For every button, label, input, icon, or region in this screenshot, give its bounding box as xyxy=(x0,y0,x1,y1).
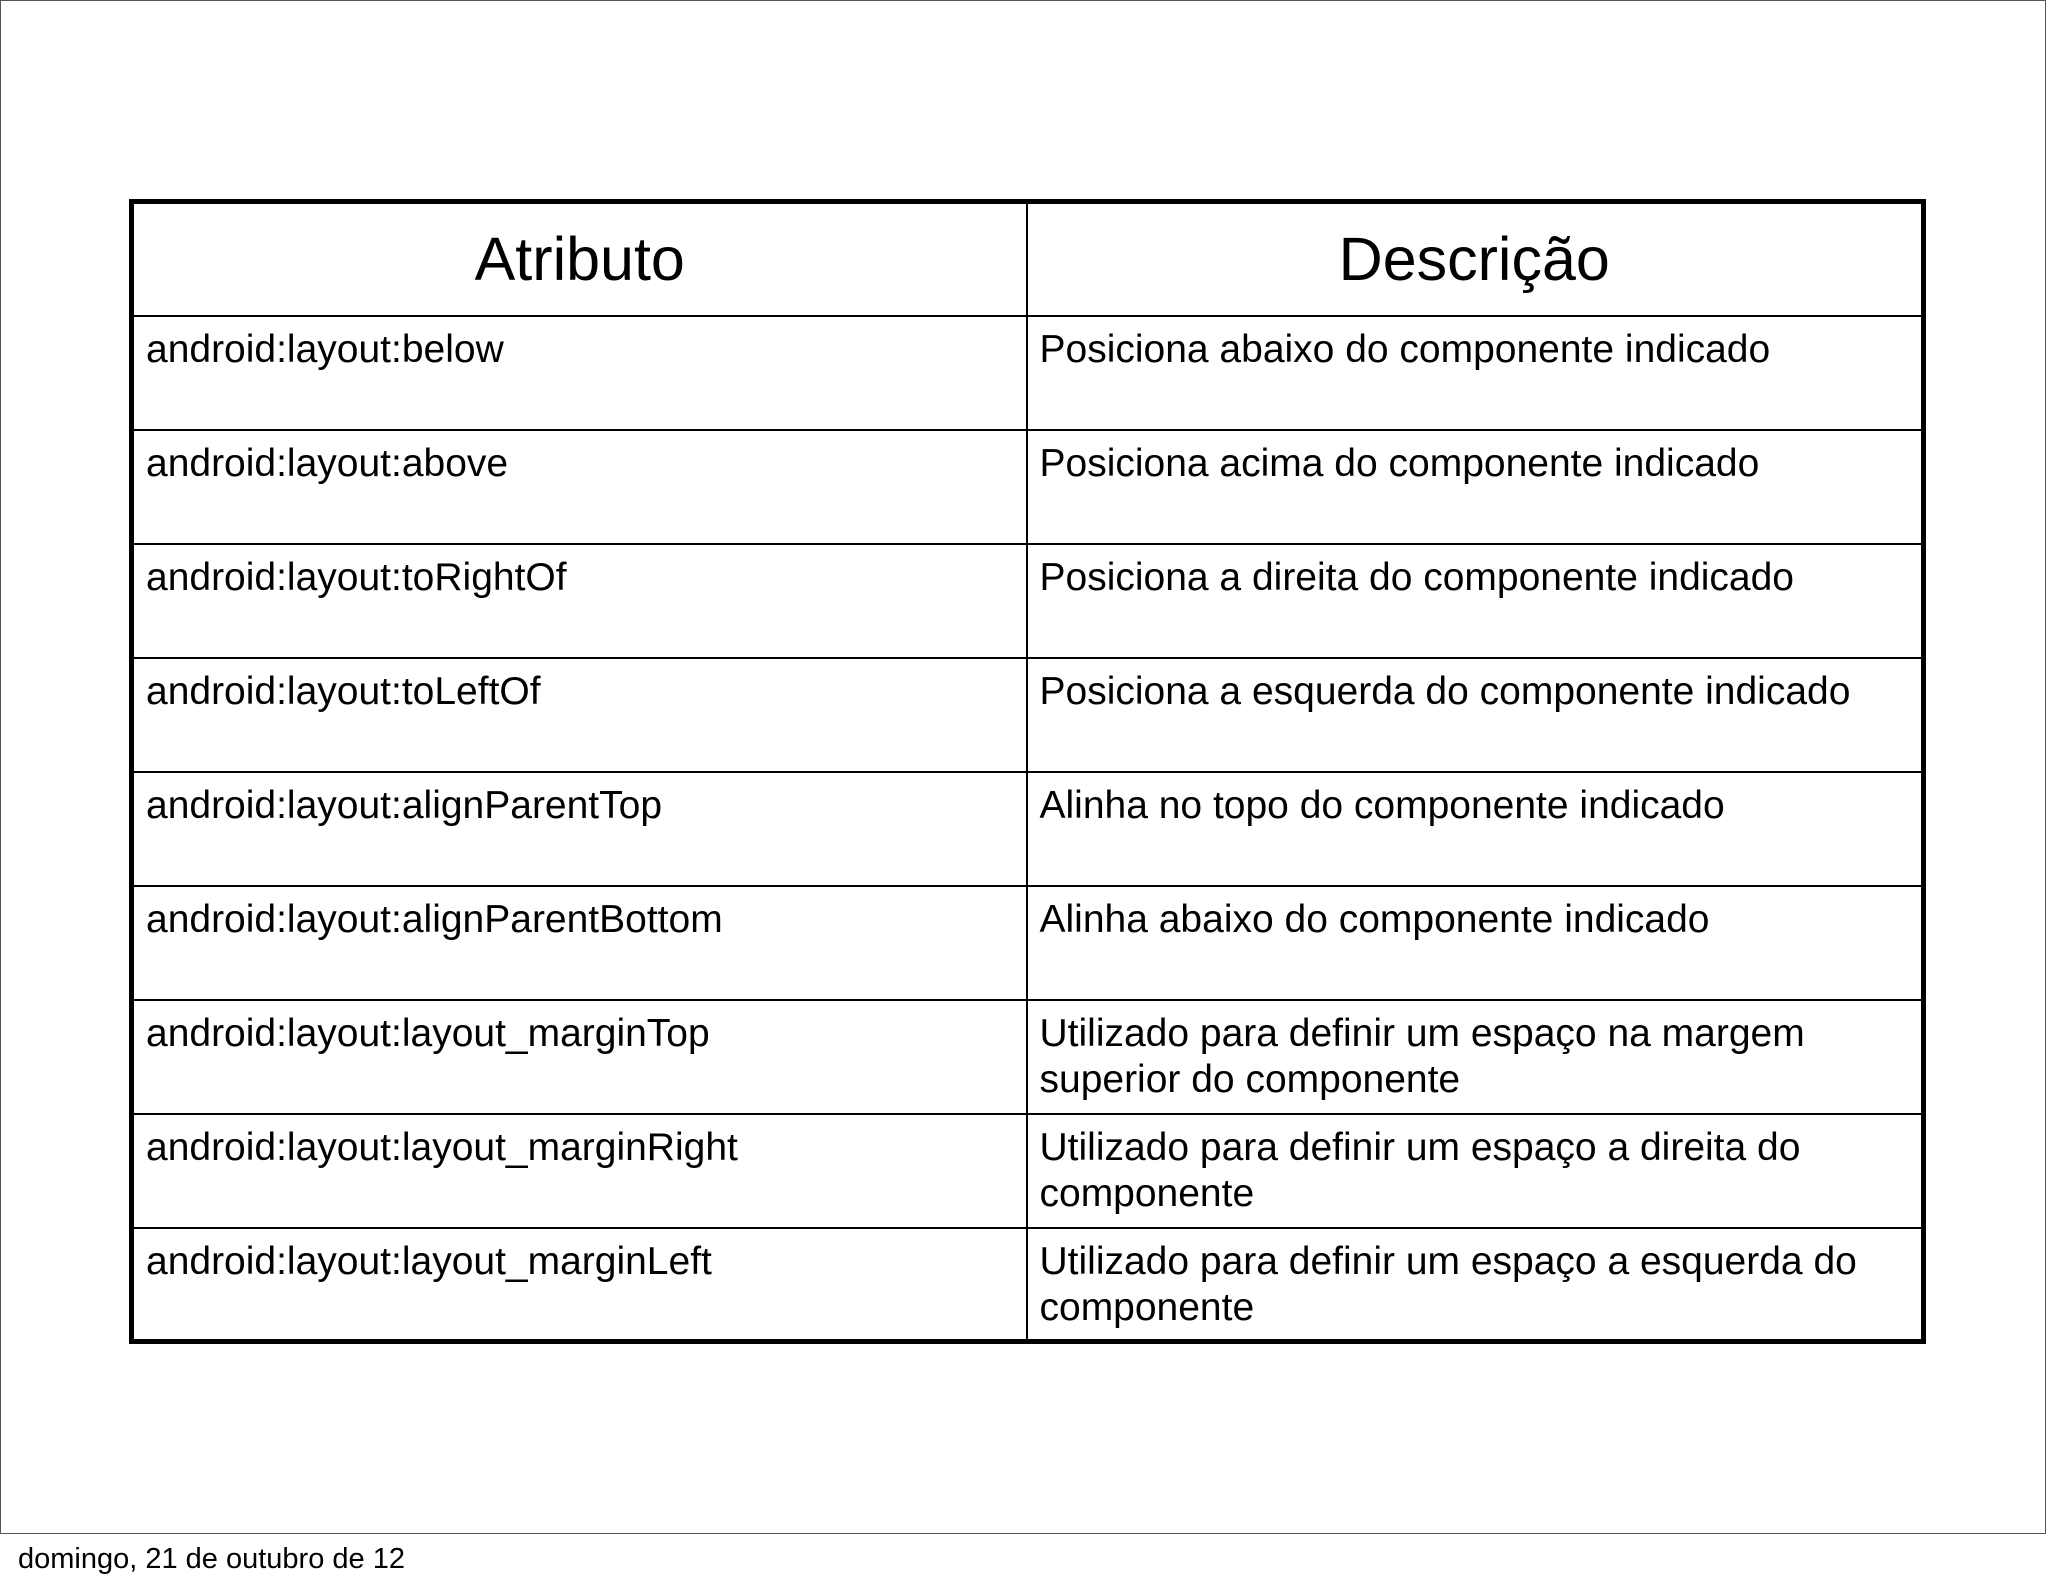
description-cell: Alinha no topo do componente indicado xyxy=(1027,772,1924,886)
header-attribute: Atributo xyxy=(132,202,1027,316)
attribute-cell: android:layout:below xyxy=(132,316,1027,430)
table-row xyxy=(132,1114,1924,1228)
description-cell: Alinha abaixo do componente indicado xyxy=(1027,886,1924,1000)
attribute-cell: android:layout:above xyxy=(132,430,1027,544)
description-cell: Utilizado para definir um espaço na margem superior do componente xyxy=(1027,1000,1924,1114)
table-row xyxy=(132,544,1924,658)
description-cell: Posiciona abaixo do componente indicado xyxy=(1027,316,1924,430)
attributes-table xyxy=(129,199,1926,1344)
description-cell: Utilizado para definir um espaço a esquerda do componente xyxy=(1027,1228,1924,1342)
attribute-cell: android:layout:layout_marginTop xyxy=(132,1000,1027,1114)
table-row xyxy=(132,430,1924,544)
table-row xyxy=(132,316,1924,430)
attribute-cell: android:layout:layout_marginLeft xyxy=(132,1228,1027,1342)
table-row xyxy=(132,772,1924,886)
table-row xyxy=(132,1000,1924,1114)
table-row xyxy=(132,886,1924,1000)
footer-date: domingo, 21 de outubro de 12 xyxy=(18,1543,405,1575)
header-description: Descrição xyxy=(1027,202,1924,316)
description-cell: Posiciona acima do componente indicado xyxy=(1027,430,1924,544)
attribute-cell: android:layout:toLeftOf xyxy=(132,658,1027,772)
description-cell: Posiciona a esquerda do componente indicado xyxy=(1027,658,1924,772)
table-row xyxy=(132,658,1924,772)
attribute-cell: android:layout:toRightOf xyxy=(132,544,1027,658)
attribute-cell: android:layout:alignParentBottom xyxy=(132,886,1027,1000)
attribute-cell: android:layout:layout_marginRight xyxy=(132,1114,1027,1228)
table-header-row xyxy=(132,202,1924,316)
table-row xyxy=(132,1228,1924,1342)
attribute-cell: android:layout:alignParentTop xyxy=(132,772,1027,886)
description-cell: Posiciona a direita do componente indicado xyxy=(1027,544,1924,658)
description-cell: Utilizado para definir um espaço a direita do componente xyxy=(1027,1114,1924,1228)
